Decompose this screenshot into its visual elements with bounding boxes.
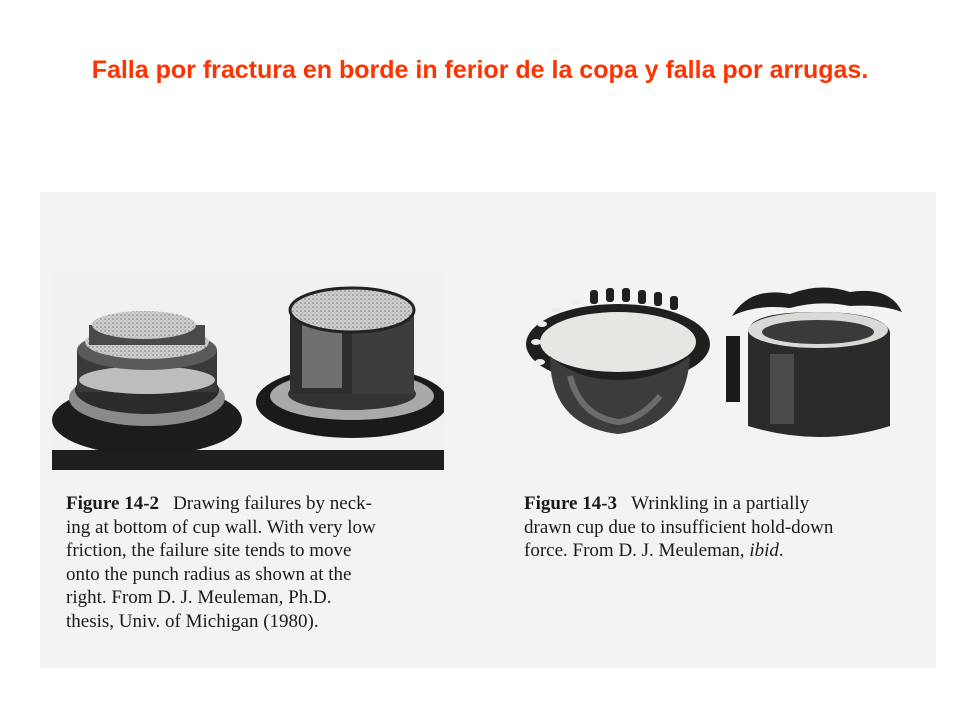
photo-drawing-failures [52, 270, 444, 470]
caption-line: drawn cup due to insufficient hold-down [524, 516, 834, 538]
scanned-figure-page [40, 192, 936, 668]
photo-wrinkled-cup [520, 276, 912, 456]
caption-italic: ibid [749, 540, 779, 562]
slide-title: Falla por fractura en borde in ferior de la copa y falla por arrugas. [91, 56, 869, 84]
caption-line: right. From D. J. Meuleman, Ph.D. [66, 587, 332, 609]
figure-label: Figure 14-2 [66, 493, 160, 514]
caption-line: Wrinkling in a partially [631, 493, 810, 514]
caption-figure-14-2 [66, 492, 444, 634]
caption-line: Drawing failures by neck- [173, 493, 372, 514]
figure-label: Figure 14-3 [524, 493, 618, 514]
caption-end: . [778, 540, 784, 562]
caption-line: force. From D. J. Meuleman, [524, 540, 750, 562]
caption-line: ing at bottom of cup wall. With very low [66, 516, 376, 538]
caption-figure-14-3 [524, 492, 904, 563]
caption-line: friction, the failure site tends to move [66, 540, 352, 562]
caption-line: onto the punch radius as shown at the [66, 563, 352, 585]
caption-line: thesis, Univ. of Michigan (1980). [66, 610, 319, 632]
